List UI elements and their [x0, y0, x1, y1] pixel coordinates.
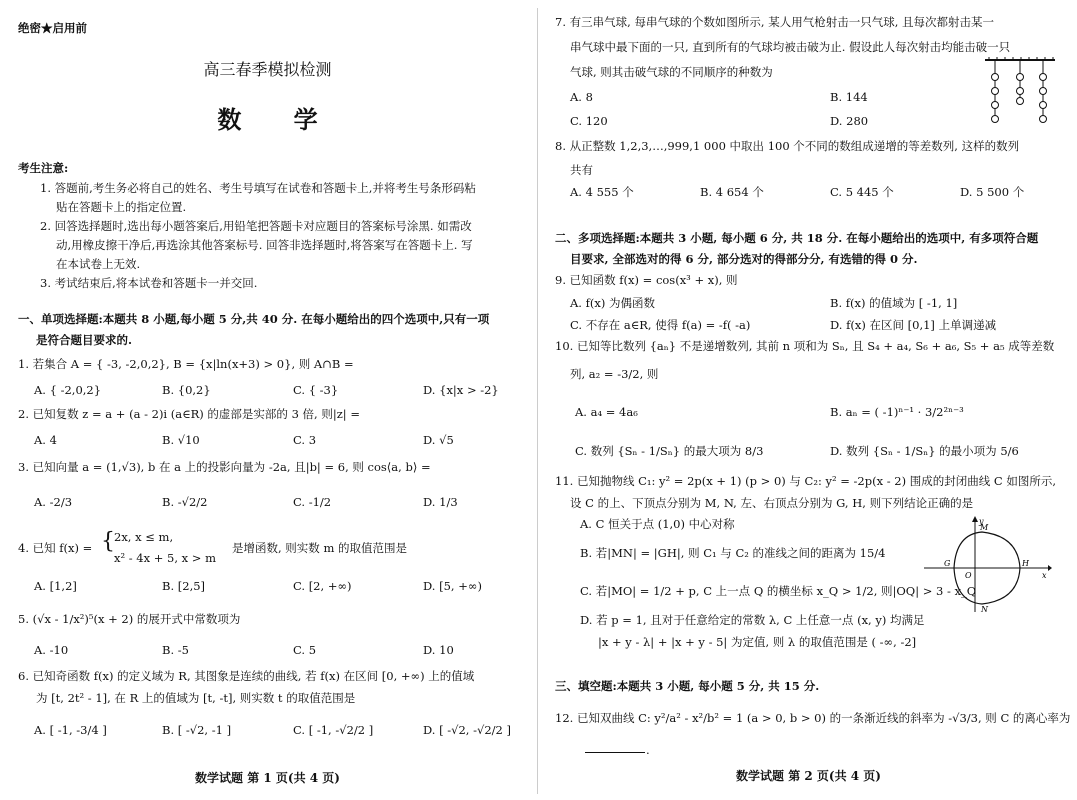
q5-stem: 5. (√x - 1/x²)⁵(x + 2) 的展开式中常数项为	[18, 612, 241, 626]
q11-stem-line2: 设 C 的上、下顶点分别为 M, N, 左、右顶点分别为 G, H, 则下列结论正确的是	[570, 496, 974, 510]
q10-option-c: C. 数列 {Sₙ - 1/Sₙ} 的最大项为 8/3	[575, 444, 764, 458]
q12-period: .	[646, 743, 650, 757]
q7-balloon-figure	[985, 57, 1055, 137]
figure-label-y: y	[979, 517, 984, 526]
notice-line: 在本试卷上无效.	[56, 257, 141, 271]
q10-option-d: D. 数列 {Sₙ - 1/Sₙ} 的最小项为 5/6	[830, 444, 1019, 458]
q3-stem: 3. 已知向量 a = (1,√3), b 在 a 上的投影向量为 -2a, 且|b| = 6, 则 cos⟨a, b⟩ =	[18, 460, 431, 474]
q8-option-b: B. 4 654 个	[700, 185, 764, 199]
q3-option-d: D. 1/3	[423, 495, 458, 509]
q9-option-c: C. 不存在 a∈R, 使得 f(a) = -f( -a)	[570, 318, 751, 332]
q4-option-d: D. [5, +∞)	[423, 579, 482, 593]
q7-option-a: A. 8	[570, 90, 593, 104]
q8-stem-line1: 8. 从正整数 1,2,3,…,999,1 000 中取出 100 个不同的数组成递增的等差数列, 这样的数列	[555, 139, 1020, 153]
q10-stem-line1: 10. 已知等比数列 {aₙ} 不是递增数列, 其前 n 项和为 Sₙ, 且 S₄ + a₄, S₆ + a₆, S₅ + a₅ 成等差数	[555, 339, 1055, 353]
q6-option-b: B. [ -√2, -1 ]	[162, 723, 232, 737]
q4-option-a: A. [1,2]	[34, 579, 77, 593]
confidential-label: 绝密★启用前	[18, 21, 87, 35]
q4-option-c: C. [2, +∞)	[293, 579, 352, 593]
notice-line: 动,用橡皮擦干净后,再选涂其他答案标号. 回答非选择题时,将答案写在答题卡上. 写	[56, 238, 473, 252]
q1-stem: 1. 若集合 A = { -3, -2,0,2}, B = {x|ln(x+3) > 0}, 则 A∩B =	[18, 357, 354, 371]
q4-case2: x² - 4x + 5, x > m	[114, 551, 217, 565]
q7-option-b: B. 144	[830, 90, 868, 104]
q4-stem-suffix: 是增函数, 则实数 m 的取值范围是	[232, 541, 408, 555]
q11-option-b: B. 若|MN| = |GH|, 则 C₁ 与 C₂ 的准线之间的距离为 15/4	[580, 546, 886, 560]
section1-heading-cont: 是符合题目要求的.	[36, 333, 133, 347]
q11-option-d: D. 若 p = 1, 且对于任意给定的常数 λ, C 上任意一点 (x, y) 均满足	[580, 613, 925, 627]
subject-title: 数 学	[217, 105, 340, 134]
q5-option-c: C. 5	[293, 643, 317, 657]
q8-option-c: C. 5 445 个	[830, 185, 894, 199]
q11-option-d-cont: |x + y - λ| + |x + y - 5| 为定值, 则 λ 的取值范围是 ( -∞, -2]	[598, 635, 917, 649]
q9-stem: 9. 已知函数 f(x) = cos(x³ + x), 则	[555, 273, 738, 287]
notice-line: 贴在答题卡上的指定位置.	[56, 200, 187, 214]
notice-title: 考生注意:	[18, 161, 69, 175]
q4-brace: {	[101, 529, 115, 554]
q9-option-d: D. f(x) 在区间 [0,1] 上单调递减	[830, 318, 997, 332]
footer-page-1: 数学试题 第 1 页(共 4 页)	[195, 771, 340, 785]
q6-option-d: D. [ -√2, -√2/2 ]	[423, 723, 511, 737]
q12-answer-blank	[585, 752, 645, 753]
q6-stem-line1: 6. 已知奇函数 f(x) 的定义域为 R, 其图象是连续的曲线, 若 f(x) 在区间 [0, +∞) 上的值域	[18, 669, 475, 683]
q7-stem-line1: 7. 有三串气球, 每串气球的个数如图所示, 某人用气枪射击一只气球, 且每次都射击某一	[555, 15, 995, 29]
q2-option-d: D. √5	[423, 433, 454, 447]
q2-option-c: C. 3	[293, 433, 317, 447]
q6-option-a: A. [ -1, -3/4 ]	[34, 723, 107, 737]
q11-option-c: C. 若|MO| = 1/2 + p, C 上一点 Q 的横坐标 x_Q > 1/2, 则|OQ| > 3 - x_Q	[580, 584, 977, 598]
figure-label-g: G	[944, 559, 951, 568]
q5-option-b: B. -5	[162, 643, 189, 657]
q2-option-b: B. √10	[162, 433, 200, 447]
figure-label-m: M	[980, 523, 989, 532]
section2-heading-cont: 目要求, 全部选对的得 6 分, 部分选对的得部分分, 有选错的得 0 分.	[570, 252, 918, 266]
q1-option-a: A. { -2,0,2}	[34, 383, 102, 397]
q11-stem-line1: 11. 已知抛物线 C₁: y² = 2p(x + 1) (p > 0) 与 C₂: y² = -2p(x - 2) 围成的封闭曲线 C 如图所示,	[555, 474, 1057, 488]
q1-option-d: D. {x|x > -2}	[423, 383, 499, 397]
q9-option-a: A. f(x) 为偶函数	[570, 296, 655, 310]
q4-option-b: B. [2,5]	[162, 579, 206, 593]
figure-label-n: N	[981, 605, 988, 612]
q5-option-d: D. 10	[423, 643, 454, 657]
section1-heading: 一、单项选择题:本题共 8 小题,每小题 5 分,共 40 分. 在每小题给出的四个选项中,只有一项	[18, 312, 490, 326]
q5-option-a: A. -10	[34, 643, 69, 657]
q6-option-c: C. [ -1, -√2/2 ]	[293, 723, 374, 737]
q4-case1: 2x, x ≤ m,	[114, 530, 174, 544]
q7-option-d: D. 280	[830, 114, 869, 128]
q6-stem-line2: 为 [t, 2t² - 1], 在 R 上的值域为 [t, -t], 则实数 t 的取值范围是	[36, 691, 356, 705]
q1-option-b: B. {0,2}	[162, 383, 211, 397]
q3-option-a: A. -2/3	[34, 495, 73, 509]
section3-heading: 三、填空题:本题共 3 小题, 每小题 5 分, 共 15 分.	[555, 679, 820, 693]
q3-option-b: B. -√2/2	[162, 495, 208, 509]
q7-stem-line3: 气球, 则其击破气球的不同顺序的种数为	[570, 65, 773, 79]
notice-line: 2. 回答选择题时,选出每小题答案后,用铅笔把答题卡对应题目的答案标号涂黑. 如需改	[40, 219, 472, 233]
q7-option-c: C. 120	[570, 114, 608, 128]
q8-stem-line2: 共有	[570, 163, 593, 177]
q4-stem-prefix: 4. 已知 f(x) =	[18, 541, 93, 555]
q10-stem-line2: 列, a₂ = -3/2, 则	[570, 367, 659, 381]
q10-option-a: A. a₄ = 4a₆	[575, 405, 638, 419]
q7-stem-line2: 串气球中最下面的一只, 直到所有的气球均被击破为止. 假设此人每次射击均能击破一只	[570, 40, 1011, 54]
section2-heading: 二、多项选择题:本题共 3 小题, 每小题 6 分, 共 18 分. 在每小题给出的选项中, 有多项符合题	[555, 231, 1039, 245]
figure-label-x: x	[1042, 571, 1047, 580]
page-1	[0, 0, 535, 800]
q8-option-d: D. 5 500 个	[960, 185, 1025, 199]
q12-stem: 12. 已知双曲线 C: y²/a² - x²/b² = 1 (a > 0, b > 0) 的一条渐近线的斜率为 -√3/3, 则 C 的离心率为	[555, 711, 1071, 725]
notice-line: 1. 答题前,考生务必将自己的姓名、考生号填写在试卷和答题卡上,并将考生号条形码粘	[40, 181, 476, 195]
q2-stem: 2. 已知复数 z = a + (a - 2)i (a∈R) 的虚部是实部的 3 倍, 则|z| =	[18, 407, 360, 421]
figure-label-h: H	[1022, 559, 1029, 568]
q11-curve-figure	[924, 516, 1052, 612]
q11-option-a: A. C 恒关于点 (1,0) 中心对称	[580, 517, 735, 531]
footer-page-2: 数学试题 第 2 页(共 4 页)	[736, 769, 881, 783]
q3-option-c: C. -1/2	[293, 495, 332, 509]
exam-title: 高三春季模拟检测	[203, 60, 332, 79]
page-divider	[537, 8, 538, 794]
q2-option-a: A. 4	[34, 433, 57, 447]
q8-option-a: A. 4 555 个	[570, 185, 634, 199]
notice-line: 3. 考试结束后,将本试卷和答题卡一并交回.	[40, 276, 258, 290]
q1-option-c: C. { -3}	[293, 383, 339, 397]
q9-option-b: B. f(x) 的值域为 [ -1, 1]	[830, 296, 958, 310]
figure-label-o: O	[965, 571, 972, 580]
q10-option-b: B. aₙ = ( -1)ⁿ⁻¹ · 3/2²ⁿ⁻³	[830, 405, 964, 419]
